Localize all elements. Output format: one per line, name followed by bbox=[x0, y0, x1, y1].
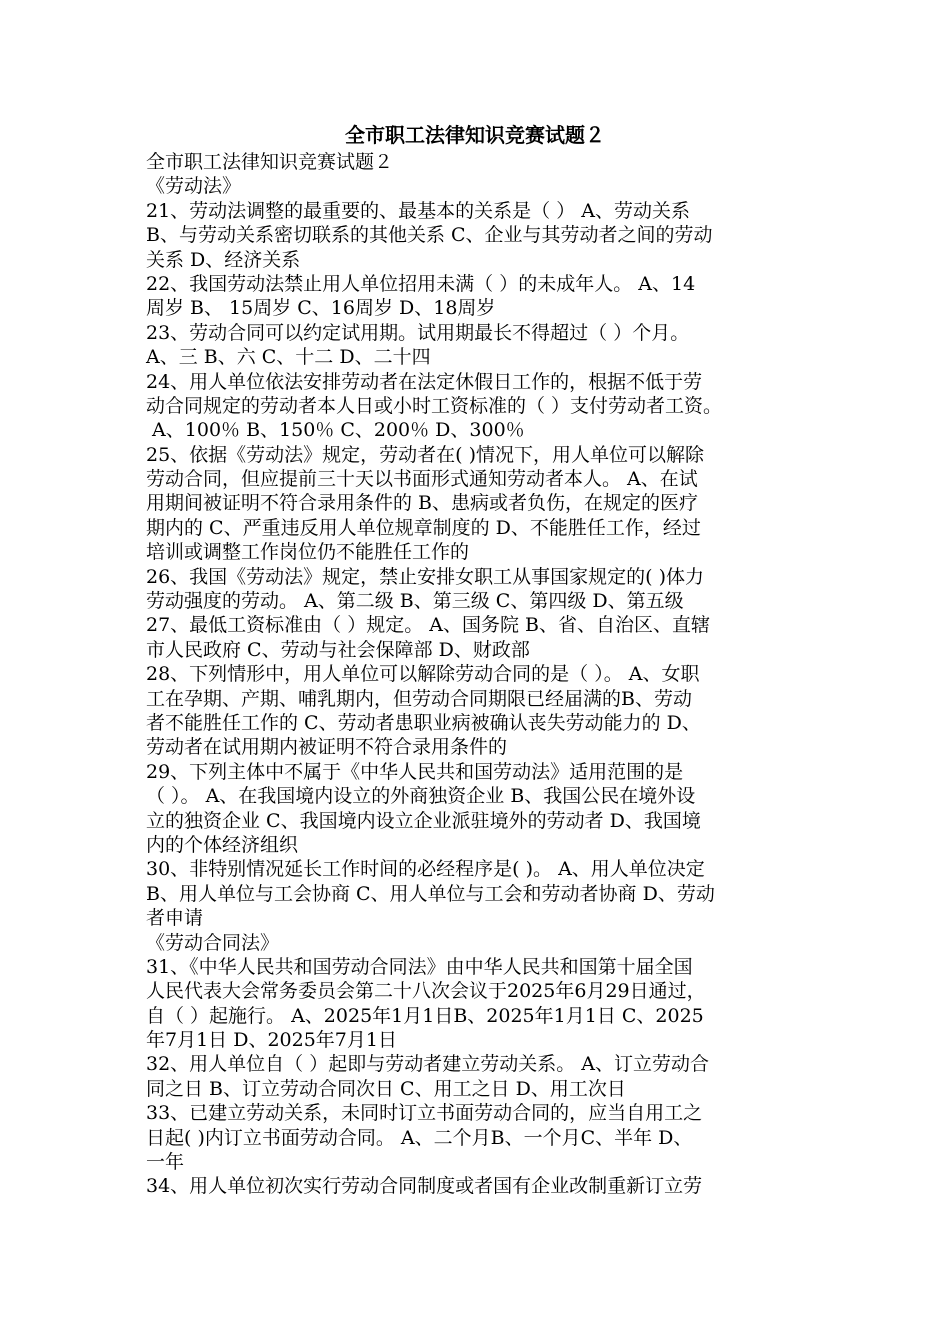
text-line: 动合同规定的劳动者本人日或小时工资标准的（ ）支付劳动者工资。 bbox=[146, 394, 723, 417]
text-line: 培训或调整工作岗位仍不能胜任工作的 bbox=[146, 541, 470, 564]
text-line: 期内的 C、严重违反用人单位规章制度的 D、不能胜任工作，经过 bbox=[146, 516, 701, 539]
text-line: 人民代表大会常务委员会第二十八次会议于2025年6月29日通过， bbox=[146, 980, 706, 1003]
text-line: 22、我国劳动法禁止用人单位招用未满（ ）的未成年人。 A、14 bbox=[146, 272, 696, 295]
text-line: 周岁 B、 15周岁 C、16周岁 D、18周岁 bbox=[146, 297, 496, 320]
text-line: 者申请 bbox=[146, 907, 204, 930]
text-line: 劳动合同，但应提前三十天以书面形式通知劳动者本人。 A、在试 bbox=[146, 468, 698, 491]
text-line: 立的独资企业 C、我国境内设立企业派驻境外的劳动者 D、我国境 bbox=[146, 809, 701, 832]
text-line: 劳动强度的劳动。 A、第二级 B、第三级 C、第四级 D、第五级 bbox=[146, 590, 684, 613]
text-line: 关系 D、经济关系 bbox=[146, 248, 301, 271]
text-line: B、与劳动关系密切联系的其他关系 C、企业与其劳动者之间的劳动 bbox=[146, 224, 713, 247]
text-line: 同之日 B、订立劳动合同次日 C、用工之日 D、用工次日 bbox=[146, 1077, 626, 1100]
text-line: 23、劳动合同可以约定试用期。试用期最长不得超过（ ）个月。 bbox=[146, 321, 690, 344]
text-line: 《劳动合同法》 bbox=[146, 931, 280, 954]
text-line: 一年 bbox=[146, 1151, 185, 1174]
text-line: 32、用人单位自（ ）起即与劳动者建立劳动关系。 A、订立劳动合 bbox=[146, 1053, 709, 1076]
text-line: 31、《中华人民共和国劳动合同法》由中华人民共和国第十届全国 bbox=[146, 955, 693, 978]
text-line: 30、非特别情况延长工作时间的必经程序是( )。 A、用人单位决定 bbox=[146, 858, 705, 881]
text-line: 内的个体经济组织 bbox=[146, 833, 299, 856]
text-line: 工在孕期、产期、哺乳期内，但劳动合同期限已经届满的B、劳动 bbox=[146, 687, 692, 710]
text-line: 29、下列主体中不属于《中华人民共和国劳动法》适用范围的是 bbox=[146, 760, 684, 783]
text-line: 25、依据《劳动法》规定，劳动者在( )情况下，用人单位可以解除 bbox=[146, 443, 705, 466]
text-line: 33、已建立劳动关系，未同时订立书面劳动合同的，应当自用工之 bbox=[146, 1102, 703, 1125]
text-line: 劳动者在试用期内被证明不符合录用条件的 bbox=[146, 736, 508, 759]
text-line: 21、劳动法调整的最重要的、最基本的关系是（ ） A、劳动关系 bbox=[146, 199, 690, 222]
text-line: 34、用人单位初次实行劳动合同制度或者国有企业改制重新订立劳 bbox=[146, 1175, 703, 1198]
text-line: 26、我国《劳动法》规定，禁止安排女职工从事国家规定的( )体力 bbox=[146, 565, 705, 588]
text-line: （ ）。 A、在我国境内设立的外商独资企业 B、我国公民在境外设 bbox=[146, 785, 696, 808]
text-line: A、100％ B、150％ C、200％ D、300％ bbox=[146, 419, 525, 442]
text-line: 日起( )内订立书面劳动合同。 A、二个月B、一个月C、半年 D、 bbox=[146, 1126, 693, 1149]
text-line: 28、下列情形中，用人单位可以解除劳动合同的是（ ）。 A、女职 bbox=[146, 663, 700, 686]
text-line: A、三 B、六 C、十二 D、二十四 bbox=[146, 346, 431, 369]
text-line: 自（ ）起施行。 A、2025年1月1日B、2025年1月1日 C、2025 bbox=[146, 1004, 704, 1027]
text-line: 《劳动法》 bbox=[146, 175, 242, 198]
document-body bbox=[146, 150, 806, 1199]
text-line: 市人民政府 C、劳动与社会保障部 D、财政部 bbox=[146, 638, 530, 661]
text-line: 27、最低工资标准由（ ）规定。 A、国务院 B、省、自治区、直辖 bbox=[146, 614, 710, 637]
document-title: 全市职工法律知识竞赛试题２ bbox=[345, 123, 605, 147]
text-line: 者不能胜任工作的 C、劳动者患职业病被确认丧失劳动能力的 D、 bbox=[146, 711, 701, 734]
text-line: 全市职工法律知识竞赛试题２ bbox=[146, 151, 394, 173]
text-line: 用期间被证明不符合录用条件的 B、患病或者负伤，在规定的医疗 bbox=[146, 492, 699, 515]
text-line: B、用人单位与工会协商 C、用人单位与工会和劳动者协商 D、劳动 bbox=[146, 882, 715, 905]
text-line: 年7月1日 D、2025年7月1日 bbox=[146, 1029, 397, 1052]
text-line: 24、用人单位依法安排劳动者在法定休假日工作的，根据不低于劳 bbox=[146, 370, 703, 393]
